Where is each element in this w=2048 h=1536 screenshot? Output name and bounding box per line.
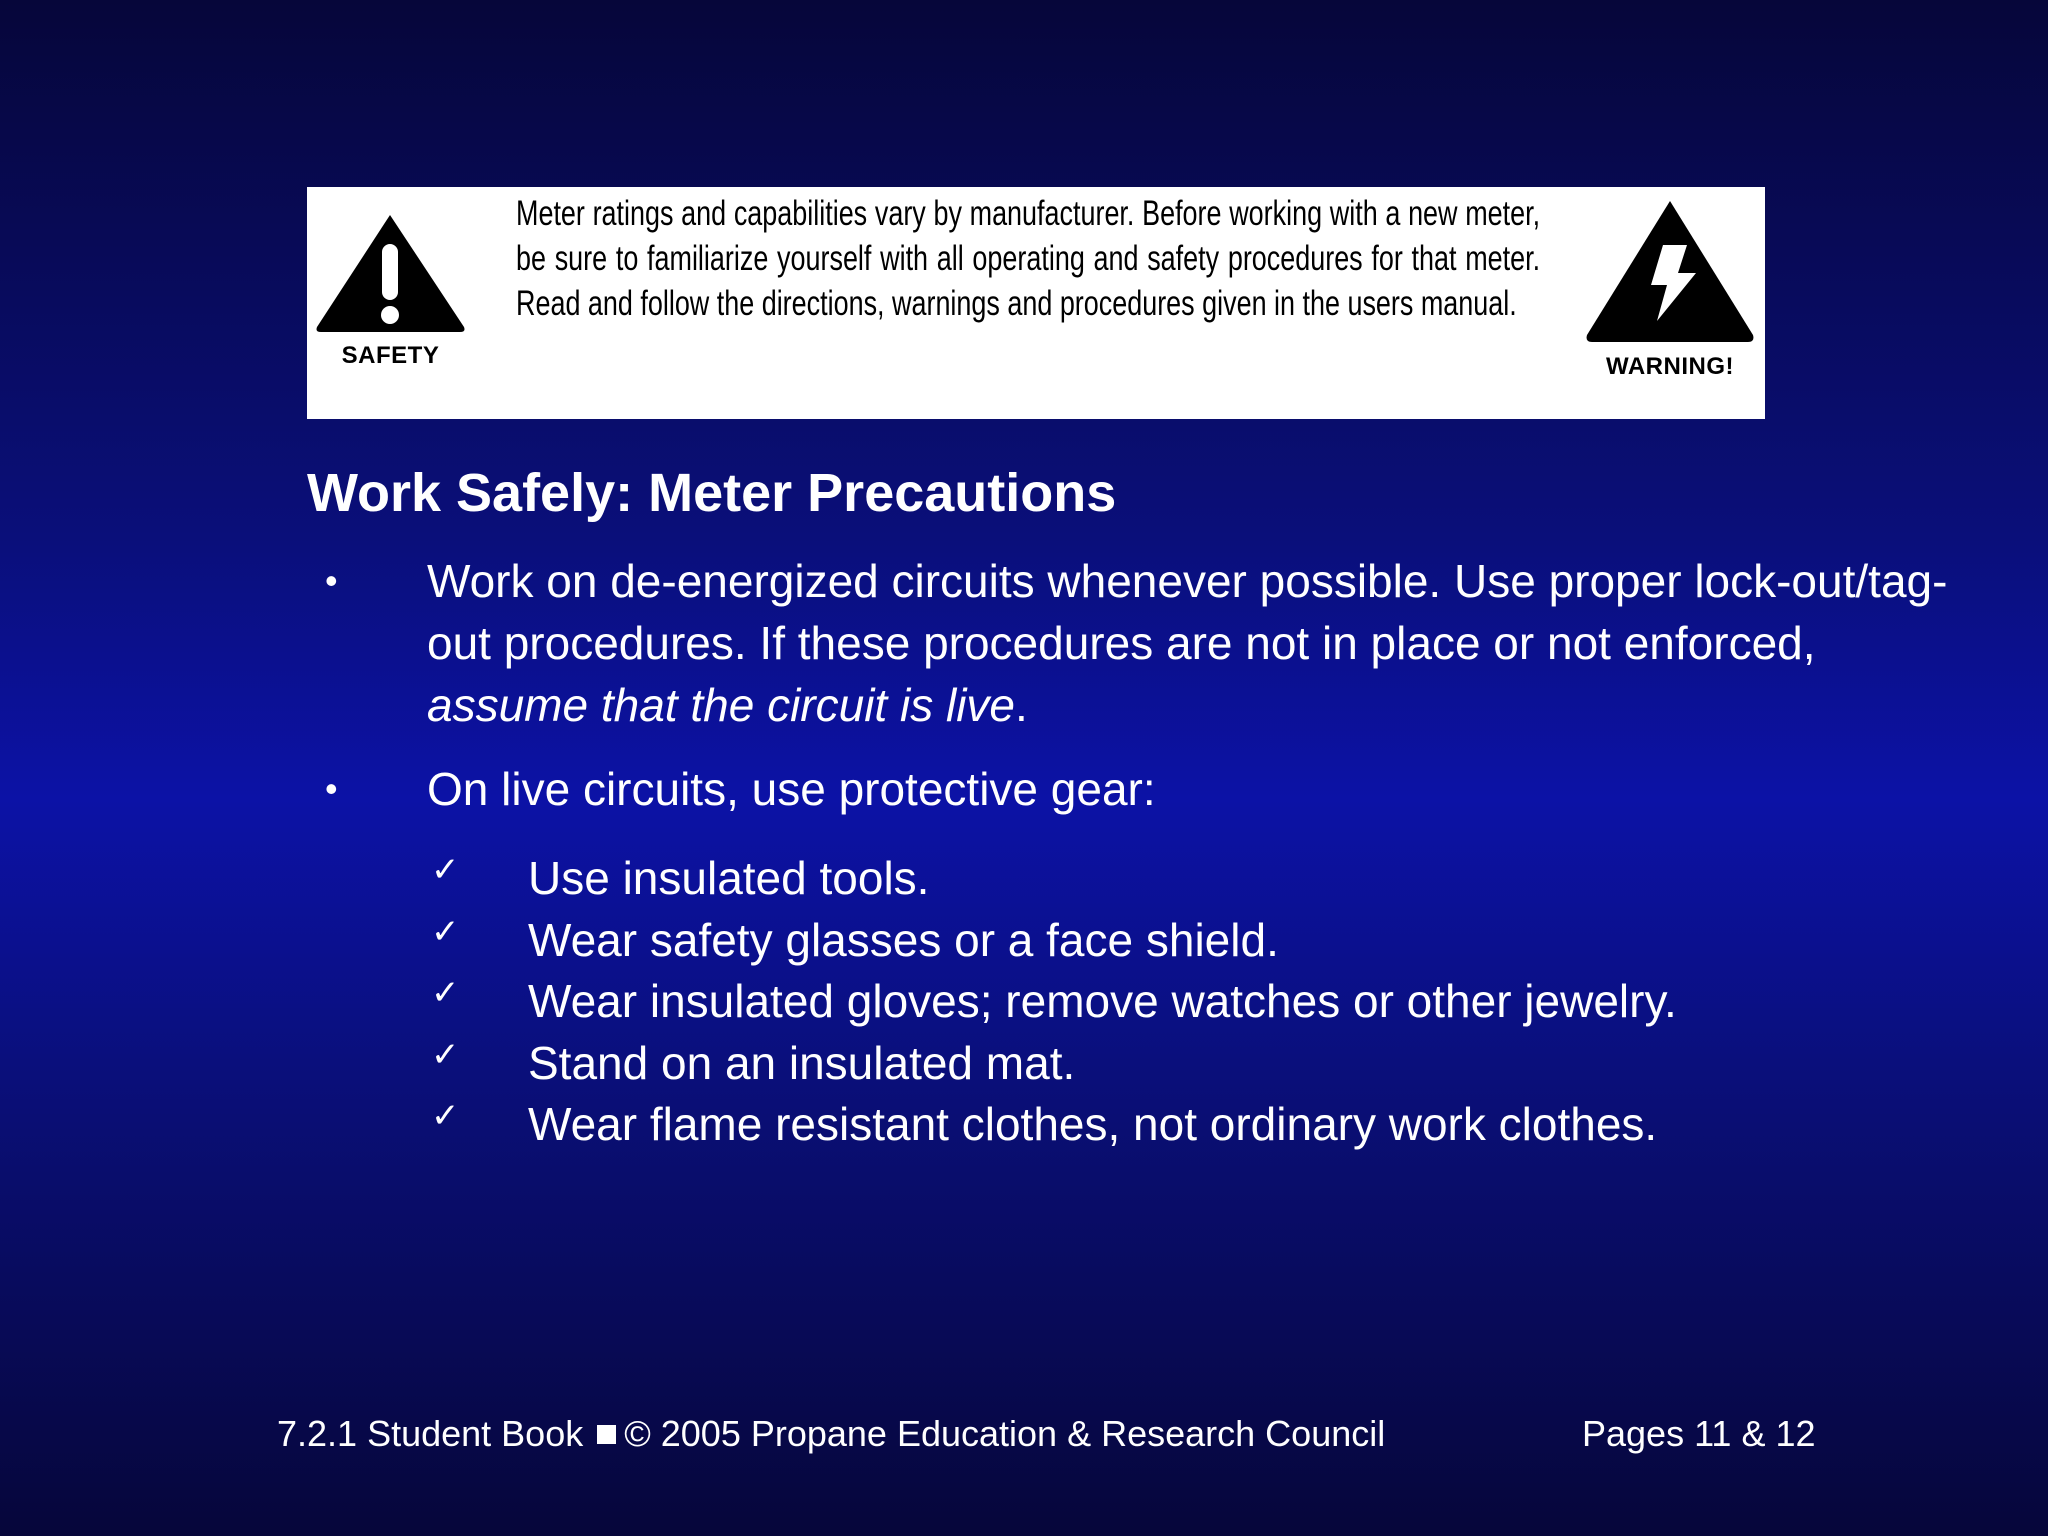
bullet-dot: •: [325, 560, 338, 601]
bullet-dot: •: [325, 768, 338, 809]
checkmark-icon: ✓: [431, 973, 460, 1013]
page-title: Work Safely: Meter Precautions: [307, 463, 1117, 523]
lightning-triangle-icon: [1583, 197, 1757, 347]
checklist-text: Wear safety glasses or a face shield.: [528, 913, 1279, 966]
footer-pages: Pages 11 & 12: [1582, 1413, 1816, 1454]
checkmark-icon: ✓: [431, 1096, 460, 1136]
safety-caption: SAFETY: [341, 342, 440, 369]
checklist-item: [427, 1033, 1677, 1095]
footer-source: [277, 1412, 1385, 1456]
checklist-item: [427, 910, 1677, 972]
notice-text: Meter ratings and capabilities vary by manufacturer. Before working with a new meter, be sure to familiarize yourself with all operating and safety procedures for that meter. Read and follow the directions, warnings and procedures given in the users manual.: [516, 194, 1541, 323]
checklist-item: [427, 1094, 1677, 1156]
footer-book: 7.2.1 Student Book: [277, 1413, 584, 1454]
checklist-text: Wear flame resistant clothes, not ordinary work clothes.: [528, 1098, 1658, 1150]
bullet-text: Work on de-energized circuits whenever possible. Use proper lock-out/tag-out procedures. If these procedures are not in place or not enforced,: [427, 555, 1948, 669]
checkmark-icon: ✓: [431, 850, 460, 890]
warning-caption: WARNING!: [1606, 353, 1734, 380]
bullet-item: [320, 550, 1960, 736]
bullet-tail: .: [1015, 679, 1028, 731]
exclamation-triangle-icon: [313, 211, 468, 336]
protective-gear-checklist: [427, 848, 1677, 1156]
checklist-text: Use insulated tools.: [528, 852, 930, 904]
warning-badge: [1583, 197, 1757, 381]
checklist-text: Wear insulated gloves; remove watches or other jewelry.: [528, 975, 1677, 1027]
safety-badge: [313, 211, 468, 370]
footer-copyright: © 2005 Propane Education & Research Council: [624, 1413, 1386, 1454]
bullet-item: [320, 758, 1960, 820]
bullet-emphasis: assume that the circuit is live: [427, 679, 1016, 731]
checkmark-icon: ✓: [431, 911, 460, 952]
checklist-text: Stand on an insulated mat.: [528, 1036, 1076, 1089]
bullet-text: On live circuits, use protective gear:: [427, 763, 1156, 815]
square-separator-icon: [597, 1425, 616, 1444]
checklist-item: [427, 848, 1677, 910]
checkmark-icon: ✓: [431, 1034, 460, 1075]
checklist-item: [427, 971, 1677, 1033]
precautions-list: [320, 550, 1960, 842]
safety-notice-box: [307, 187, 1765, 419]
